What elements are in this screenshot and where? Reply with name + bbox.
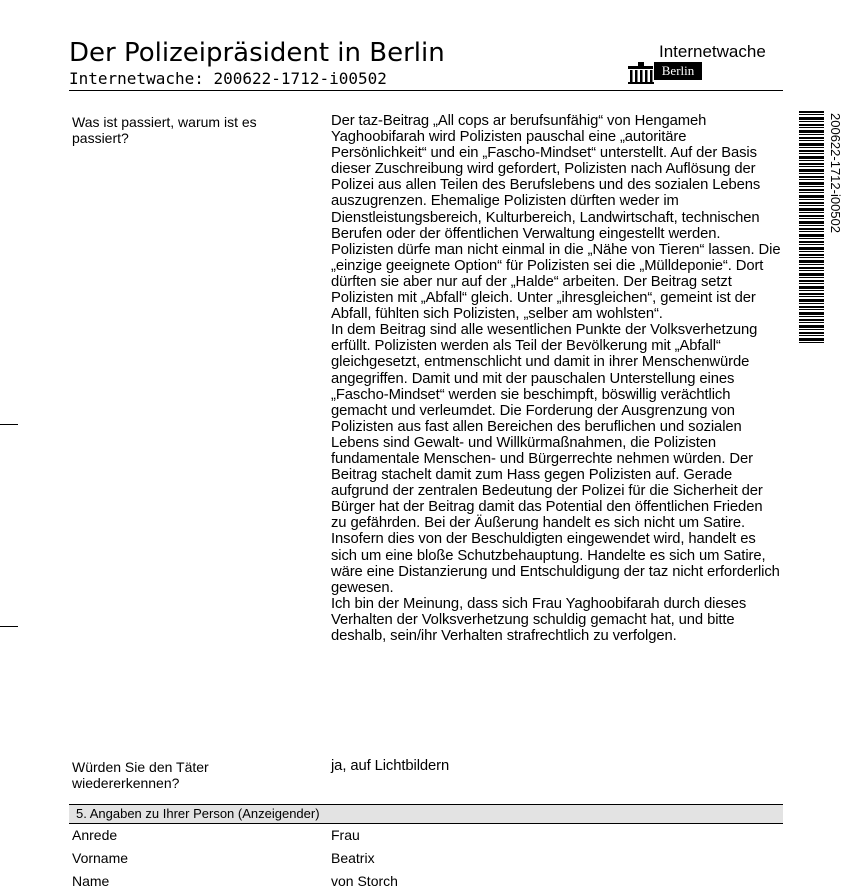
- section-title: 5. Angaben zu Ihrer Person (Anzeigender): [76, 806, 320, 821]
- question-label-recognize: Würden Sie den Täter wiedererkennen?: [72, 759, 209, 791]
- brand-label: Internetwache: [659, 42, 766, 61]
- answer-paragraph: In dem Beitrag sind alle wesentlichen Punkte der Volksverhetzung erfüllt. Polizisten werden als Teil der Bevölkerung mit „Abfall“ gleichgesetzt, entmenschlicht und damit in ihrer Menschenwürde angegriffen. Damit und mit der pauschalen Unterstellung eines „Fascho-Mindset“ werden sie beschimpft, böswillig verächtlich gemacht und verleumdet. Die Forderung der Ausgrenzung von Polizisten aus fast allen Bereichen des beruflichen und sozialen Lebens sind Gewalt- und Willkürmaßnahmen, die Polizisten fundamentale Menschen- und Bürgerrechte nehmen würden. Der Beitrag stachelt damit zum Hass gegen Polizisten auf. Gerade aufgrund der zentralen Bedeutung der Polizei für die Sicherheit der Bürger hat der Beitrag damit das Potential den öffentlichen Frieden zu gefährden. Bei der Äußerung handelt es sich nicht um Satire. Insofern dies von der Beschuldigten eingewendet wird, handelt es sich um eine bloße Schutzbehauptung. Handelte es sich um Satire, wäre eine Distanzierung und Entschuldigung der taz nicht erforderlich gewesen.: [331, 322, 780, 596]
- field-value-name: von Storch: [331, 873, 398, 889]
- logo-text: Berlin: [654, 62, 702, 80]
- answer-what-happened: [331, 113, 781, 644]
- barcode: [799, 111, 824, 343]
- field-label-vorname: Vorname: [72, 850, 129, 866]
- fold-mark: [0, 424, 18, 425]
- fold-mark: [0, 626, 18, 627]
- reference-number: Internetwache: 200622-1712-i00502: [69, 69, 387, 88]
- berlin-logo: [628, 62, 702, 84]
- field-value-vorname: Beatrix: [331, 850, 375, 866]
- answer-paragraph: Ich bin der Meinung, dass sich Frau Yaghoobifarah durch dieses Verhalten der Volksverhetzung schuldig gemacht hat, und bitte deshalb, sein/ihr Verhalten strafrechtlich zu verfolgen.: [331, 595, 747, 644]
- question-label-what-happened: Was ist passiert, warum ist es passiert?: [72, 114, 257, 146]
- page-title: Der Polizeipräsident in Berlin: [69, 38, 445, 68]
- section-header: [69, 804, 783, 824]
- barcode-number-text: 200622-1712-i00502: [828, 113, 843, 233]
- field-value-anrede: Frau: [331, 827, 360, 843]
- answer-recognize: ja, auf Lichtbildern: [331, 758, 450, 774]
- field-label-anrede: Anrede: [72, 827, 118, 843]
- brandenburg-gate-icon: [628, 62, 654, 84]
- answer-paragraph: Der taz-Beitrag „All cops ar berufsunfähig“ von Hengameh Yaghoobifarah wird Polizisten pauschal eine „autoritäre Persönlichkeit“ und ein „Fascho-Mindset“ unterstellt. Auf der Basis dieser Zuschreibung wird gefordert, Polizisten nach Auflösung der Polizei aus allen Teilen des Berufslebens und des sozialen Lebens auszugrenzen. Ehemalige Polizisten dürften weder im Dienstleistungsbereich, Kulturbereich, Landwirtschaft, technischen Berufen oder der öffentlichen Verwaltung eingestellt werden. Polizisten dürfe man nicht einmal in die „Nähe von Tieren“ lassen. Die „einzige geeignete Option“ für Polizisten sei die „Mülldeponie“. Dort dürften sie aber nur auf der „Halde“ arbeiten. Der Beitrag setzt Polizisten mit „Abfall“ gleich. Unter „ihresgleichen“, gemeint ist der Abfall, fühlten sich Polizisten, „selber am wohlsten“.: [331, 113, 781, 323]
- header-divider: [69, 90, 783, 91]
- field-label-name: Name: [72, 873, 110, 889]
- barcode-number: [827, 113, 843, 263]
